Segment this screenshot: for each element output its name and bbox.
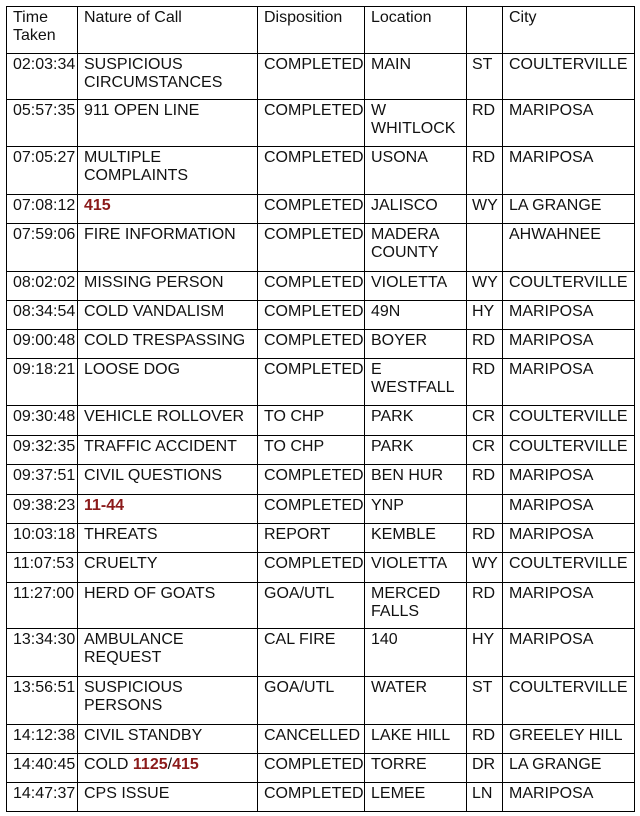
cell-location: PARK (365, 406, 467, 436)
call-text: MULTIPLE COMPLAINTS (84, 149, 189, 184)
cell-time: 13:34:30 (7, 629, 78, 677)
call-text: SUSPICIOUS PERSONS (84, 679, 183, 714)
cell-suffix: RD (467, 524, 503, 553)
cell-disposition: COMPLETED (258, 224, 365, 272)
table-row (7, 100, 635, 147)
cell-city: MARIPOSA (503, 100, 635, 147)
cell-city: MARIPOSA (503, 330, 635, 359)
table-header-row (7, 7, 635, 54)
cell-city: MARIPOSA (503, 147, 635, 195)
cell-city: LA GRANGE (503, 195, 635, 224)
cell-disposition: COMPLETED (258, 783, 365, 812)
cell-disposition: COMPLETED (258, 754, 365, 783)
cell-location: USONA (365, 147, 467, 195)
call-text: / (167, 756, 173, 773)
call-text: 911 OPEN LINE (84, 102, 200, 119)
cell-nature (78, 54, 258, 100)
cell-location: TORRE (365, 754, 467, 783)
cell-location: PARK (365, 436, 467, 465)
cell-suffix (467, 224, 503, 272)
cell-city: COULTERVILLE (503, 677, 635, 725)
table-row (7, 583, 635, 629)
cell-nature (78, 495, 258, 524)
table-row (7, 553, 635, 583)
table-row (7, 359, 635, 406)
header-nature: Nature of Call (78, 7, 258, 54)
table-row (7, 301, 635, 330)
call-text: FIRE INFORMATION (84, 226, 236, 243)
cell-disposition: GOA/UTL (258, 583, 365, 629)
table-row (7, 524, 635, 553)
table-row (7, 754, 635, 783)
cell-location: W WHITLOCK (365, 100, 467, 147)
cell-disposition: COMPLETED (258, 465, 365, 495)
cell-disposition: CANCELLED (258, 725, 365, 754)
cell-disposition: COMPLETED (258, 495, 365, 524)
cell-disposition: TO CHP (258, 436, 365, 465)
cell-time: 14:40:45 (7, 754, 78, 783)
call-text: TRAFFIC ACCIDENT (84, 438, 237, 455)
cell-city: COULTERVILLE (503, 406, 635, 436)
cell-city: GREELEY HILL (503, 725, 635, 754)
call-code-highlight: 415 (84, 197, 111, 214)
cell-nature (78, 783, 258, 812)
cell-location: VIOLETTA (365, 553, 467, 583)
call-text: COLD (84, 756, 133, 773)
call-text: CPS ISSUE (84, 785, 170, 802)
call-text: MISSING PERSON (84, 274, 224, 291)
cell-disposition: COMPLETED (258, 272, 365, 301)
cell-location: 49N (365, 301, 467, 330)
cell-nature (78, 583, 258, 629)
cell-time: 07:08:12 (7, 195, 78, 224)
cell-time: 08:34:54 (7, 301, 78, 330)
cell-time: 09:38:23 (7, 495, 78, 524)
table-row (7, 224, 635, 272)
cell-location: BEN HUR (365, 465, 467, 495)
cell-suffix: RD (467, 147, 503, 195)
cell-suffix: ST (467, 54, 503, 100)
cell-city: COULTERVILLE (503, 553, 635, 583)
table-row (7, 495, 635, 524)
cell-city: COULTERVILLE (503, 54, 635, 100)
cell-time: 09:32:35 (7, 436, 78, 465)
cell-city: LA GRANGE (503, 754, 635, 783)
cell-location: YNP (365, 495, 467, 524)
cell-city: MARIPOSA (503, 524, 635, 553)
cell-time: 11:07:53 (7, 553, 78, 583)
cell-time: 13:56:51 (7, 677, 78, 725)
cell-city: MARIPOSA (503, 359, 635, 406)
table-row (7, 54, 635, 100)
cell-time: 14:12:38 (7, 725, 78, 754)
cell-location: LEMEE (365, 783, 467, 812)
table-row (7, 465, 635, 495)
cell-location: JALISCO (365, 195, 467, 224)
cell-nature (78, 301, 258, 330)
call-text: COLD VANDALISM (84, 303, 225, 320)
call-text: SUSPICIOUS CIRCUMSTANCES (84, 56, 223, 91)
cell-location: WATER (365, 677, 467, 725)
cell-time: 08:02:02 (7, 272, 78, 301)
cell-city: AHWAHNEE (503, 224, 635, 272)
table-row (7, 629, 635, 677)
cell-location: KEMBLE (365, 524, 467, 553)
cell-disposition: COMPLETED (258, 553, 365, 583)
cell-suffix (467, 495, 503, 524)
cell-suffix: DR (467, 754, 503, 783)
cell-disposition: COMPLETED (258, 100, 365, 147)
table-row (7, 677, 635, 725)
call-code-highlight: 11-44 (84, 497, 125, 514)
cell-disposition: CAL FIRE (258, 629, 365, 677)
cell-disposition: COMPLETED (258, 147, 365, 195)
cell-time: 07:05:27 (7, 147, 78, 195)
cell-nature (78, 224, 258, 272)
table-row (7, 783, 635, 812)
cell-suffix: CR (467, 436, 503, 465)
cell-city: MARIPOSA (503, 783, 635, 812)
cell-time: 05:57:35 (7, 100, 78, 147)
cell-time: 09:30:48 (7, 406, 78, 436)
header-disposition: Disposition (258, 7, 365, 54)
cell-time: 02:03:34 (7, 54, 78, 100)
cell-suffix: CR (467, 406, 503, 436)
header-city: City (503, 7, 635, 54)
cell-time: 14:47:37 (7, 783, 78, 812)
call-code-highlight: 1125 (132, 756, 168, 773)
call-text: COLD TRESPASSING (84, 332, 246, 349)
cell-city: MARIPOSA (503, 465, 635, 495)
table-row (7, 272, 635, 301)
cell-time: 11:27:00 (7, 583, 78, 629)
cell-nature (78, 629, 258, 677)
cell-city: MARIPOSA (503, 629, 635, 677)
table-row (7, 406, 635, 436)
table-row (7, 330, 635, 359)
cell-nature (78, 465, 258, 495)
cell-disposition: COMPLETED (258, 330, 365, 359)
cell-nature (78, 147, 258, 195)
cell-time: 07:59:06 (7, 224, 78, 272)
call-text: CIVIL STANDBY (84, 727, 203, 744)
cell-suffix: RD (467, 100, 503, 147)
cell-suffix: HY (467, 301, 503, 330)
table-row (7, 725, 635, 754)
cell-disposition: COMPLETED (258, 359, 365, 406)
cell-suffix: HY (467, 629, 503, 677)
cell-location: VIOLETTA (365, 272, 467, 301)
cell-city: COULTERVILLE (503, 436, 635, 465)
cell-suffix: RD (467, 330, 503, 359)
cell-nature (78, 359, 258, 406)
cell-location: MERCED FALLS (365, 583, 467, 629)
header-suffix (467, 7, 503, 54)
cell-disposition: TO CHP (258, 406, 365, 436)
cell-disposition: COMPLETED (258, 195, 365, 224)
cell-city: MARIPOSA (503, 301, 635, 330)
table-row (7, 147, 635, 195)
header-time: Time Taken (7, 7, 78, 54)
cell-suffix: RD (467, 725, 503, 754)
call-text: CIVIL QUESTIONS (84, 467, 223, 484)
call-text: CRUELTY (84, 555, 158, 572)
cell-city: MARIPOSA (503, 583, 635, 629)
header-location: Location (365, 7, 467, 54)
cell-disposition: GOA/UTL (258, 677, 365, 725)
cell-nature (78, 406, 258, 436)
cell-city: MARIPOSA (503, 495, 635, 524)
cell-time: 10:03:18 (7, 524, 78, 553)
cell-time: 09:37:51 (7, 465, 78, 495)
cell-suffix: WY (467, 553, 503, 583)
cell-suffix: WY (467, 195, 503, 224)
call-text: AMBULANCE REQUEST (84, 631, 184, 666)
cell-nature (78, 725, 258, 754)
cell-disposition: COMPLETED (258, 301, 365, 330)
cell-city: COULTERVILLE (503, 272, 635, 301)
cell-suffix: RD (467, 359, 503, 406)
call-code-highlight: 415 (172, 756, 199, 773)
cell-nature (78, 754, 258, 783)
cell-nature (78, 195, 258, 224)
calls-table (6, 6, 635, 812)
cell-nature (78, 436, 258, 465)
cell-nature (78, 330, 258, 359)
cell-disposition: COMPLETED (258, 54, 365, 100)
cell-location: MAIN (365, 54, 467, 100)
cell-location: 140 (365, 629, 467, 677)
cell-time: 09:18:21 (7, 359, 78, 406)
cell-nature (78, 524, 258, 553)
cell-suffix: WY (467, 272, 503, 301)
cell-location: MADERA COUNTY (365, 224, 467, 272)
call-text: HERD OF GOATS (84, 585, 216, 602)
table-row (7, 436, 635, 465)
cell-location: BOYER (365, 330, 467, 359)
cell-nature (78, 272, 258, 301)
cell-location: LAKE HILL (365, 725, 467, 754)
call-text: VEHICLE ROLLOVER (84, 408, 245, 425)
cell-disposition: REPORT (258, 524, 365, 553)
cell-suffix: RD (467, 583, 503, 629)
cell-suffix: LN (467, 783, 503, 812)
cell-nature (78, 677, 258, 725)
cell-nature (78, 100, 258, 147)
cell-suffix: RD (467, 465, 503, 495)
call-text: LOOSE DOG (84, 361, 181, 378)
cell-location: E WESTFALL (365, 359, 467, 406)
call-text: THREATS (84, 526, 158, 543)
cell-nature (78, 553, 258, 583)
table-row (7, 195, 635, 224)
cell-suffix: ST (467, 677, 503, 725)
cell-time: 09:00:48 (7, 330, 78, 359)
